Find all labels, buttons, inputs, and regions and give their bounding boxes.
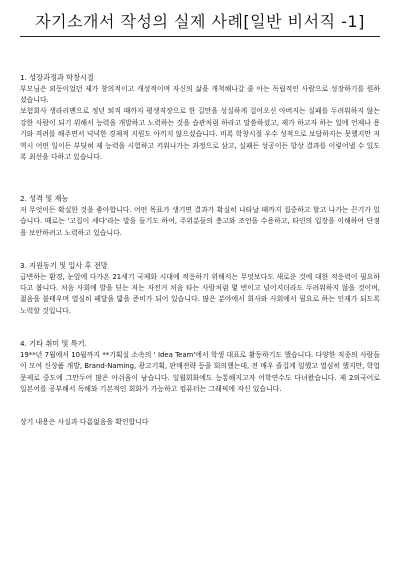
section-paragraph: 19**년 7월에서 10월까지 **기획실 소속의 ' Idea Team'에서 학생 대표로 활동하기도 했습니다. 다양한 직종의 사람들이 모여 신상품 개발, Brand-Naming, 광고기획, 판매전략 등을 회의했는데, 전 매우 즐겁게 일했고 열심히 했지만, 학업 문제로 중도에 그만두어 많은 아쉬움이 남습니다. 일윌회화에도 능통해지고자 어학연수도 다녀왔습니다. 제 2외국어로 일본어를 공부해서 독해와 기본적인 회화가 가능하고 컴퓨터는 그래픽에 자신 있습니다. — [20, 350, 380, 393]
section-hobbies — [20, 339, 380, 395]
section-personality — [20, 194, 380, 239]
section-heading: 3. 지원동기 및 입사 후 전망 — [20, 261, 108, 271]
section-paragraph: 저 무엇이든 확실한 것을 좋아합니다. 어떤 목표가 생기면 결과가 확실히 나타날 때까지 집중하고 할고 나가는 끈기가 있습니다. 때로는 '고집이 세다'라는 말을 들기도 하여, 주위분들의 충고와 조언을 수용하고, 타인의 입장을 이해하여 단점을 보안하려고 노력하고 있습니다. — [20, 205, 380, 237]
section-paragraph: 보험회사 생라리맨으로 정년 퇴직 때까지 평생직장으로 한 길만을 성실하게 걸어오신 아버지는 실패를 두려워하지 않는 강한 사람이 되기 위해서 능력을 개발하고 노력하는 것을 습관처럼 하라고 말씀하셨고, 제가 하고자 하는 일에 언제나 용기와 격려를 해주면서 넉넉한 경제적 지원도 아끼지 않으셨습니다. 비록 학창시절 우수 성적으로 보답하지는 못했지만 저 역시 어떤 일이든 부딪혀 제 능력을 시험하고 키워나가는 과정으로 삼고, 실패든 성공이든 항상 결과를 이렇어낼 수 있도록 최선을 다하고 있습니다. — [20, 107, 380, 161]
section-heading: 1. 성장과정과 학창시절 — [20, 73, 94, 82]
section-heading: 4. 기타 취미 및 특기. — [20, 339, 87, 349]
closing-statement: 상기 내용은 사실과 다름없음을 확인합니다 — [20, 418, 149, 427]
section-growth — [20, 73, 380, 163]
section-paragraph: 부모님은 외동이었던 제가 창의적이고 개성적이며 자신의 삶을 개척해나갈 줄 아는 독립적인 사람으로 성장하기를 원하셨습니다. — [20, 84, 380, 104]
section-heading: 2. 성격 및 재능 — [20, 194, 69, 204]
section-paragraph: 급변하는 환경, 눈앞에 다가온 21세기 국제화 시대에 적응하기 위해서는 무엇보다도 새로운 것에 대한 적응력이 필요하다고 봅니다. 처음 사회에 발을 딛는 저는 자전거 처음 타는 사람처럼 몇 번이고 넘어지더라도 두려워하지 않을 것이며, 젊음을 불태우며 열심히 페달을 밟을 준비가 되어 있습니다. 많은 분야에서 회사와 사회에서 필요로 하는 인재가 되도록 노력할 것입니다. — [20, 272, 380, 315]
section-motivation — [20, 261, 380, 317]
document-title: 자기소개서 작성의 실제 사례[일반 비서직 -1] — [35, 12, 365, 31]
